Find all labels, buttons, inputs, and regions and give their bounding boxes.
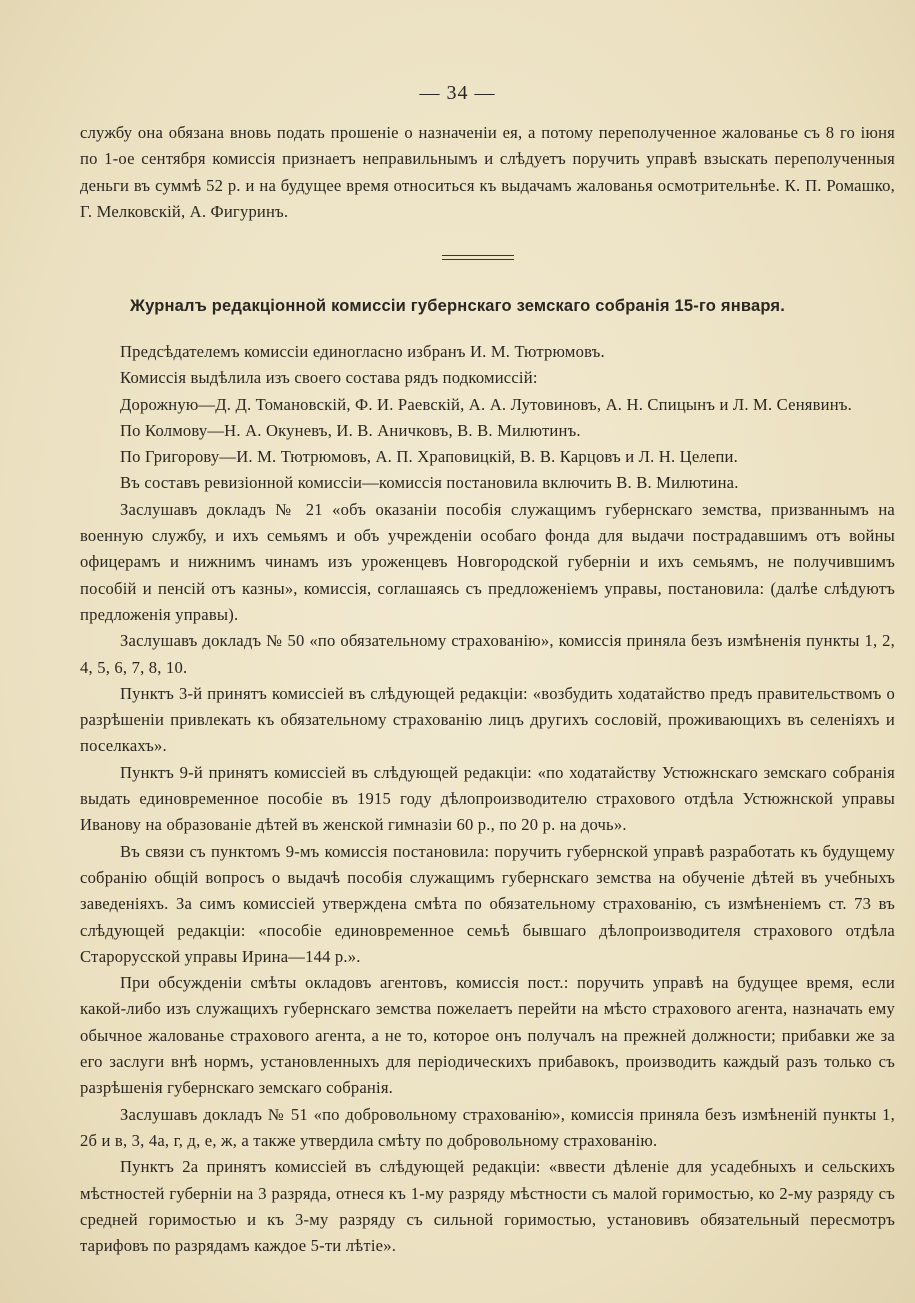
section-divider	[442, 255, 514, 260]
paragraph: Заслушавъ докладъ № 50 «по обязательному страхованію», комиссія приняла безъ измѣненія пункты 1, 2, 4, 5, 6, 7, 8, 10.	[80, 631, 895, 677]
paragraph: Пунктъ 2а принятъ комиссіей въ слѣдующей редакціи: «ввести дѣленіе для усадебныхъ и сельскихъ мѣстностей губерніи на 3 разряда, отнеся къ 1-му разряду мѣстности съ малой горимостью, ко 2-му разряду съ средней горимостью и къ 3-му разряду съ сильной горимостью, установивъ обязательный пересмотръ тарифовъ по разрядамъ каждое 5-ти лѣтіе».	[80, 1157, 895, 1256]
continued-paragraph: службу она обязана вновь подать прошеніе о назначеніи ея, а потому переполученное жалованье съ 8 го іюня по 1-ое сентября комиссія признаетъ неправильнымъ и слѣдуетъ поручить управѣ взыскать переполученныя деньги въ суммѣ 52 р. и на будущее время относиться къ выдачамъ жалованья осмотрительнѣе. К. П. Ромашко, Г. Мелковскій, А. Фигуринъ.	[80, 123, 895, 221]
page-number: — 34 —	[419, 82, 496, 104]
paragraph: Комиссія выдѣлила изъ своего состава рядъ подкомиссій:	[120, 368, 538, 388]
paragraph: По Григорову—И. М. Тютрюмовъ, А. П. Храповицкій, В. В. Карцовъ и Л. Н. Целепи.	[120, 447, 738, 467]
paragraph: Въ составъ ревизіонной комиссіи—комиссія постановила включить В. В. Милютина.	[120, 473, 739, 493]
paragraph: При обсужденіи смѣты окладовъ агентовъ, комиссія пост.: поручить управѣ на будущее время, если какой-либо изъ служащихъ губернскаго земства пожелаетъ перейти на мѣсто страхового агента, назначать ему обычное жалованье страхового агента, а не то, которое онъ получалъ на прежней должности; прибавки же за его заслуги внѣ нормъ, установленныхъ для періодическихъ прибавокъ, производить каждый разъ только съ разрѣшенія губернскаго земскаго собранія.	[80, 973, 895, 1098]
paragraph: Предсѣдателемъ комиссіи единогласно избранъ И. М. Тютрюмовъ.	[120, 342, 605, 361]
paragraph: Дорожную—Д. Д. Томановскій, Ф. И. Раевскій, А. А. Лутовиновъ, А. Н. Спицынъ и Л. М. Сенявинъ.	[120, 394, 852, 414]
paragraph: Пунктъ 3-й принятъ комиссіей въ слѣдующей редакціи: «возбудить ходатайство предъ правительствомъ о разрѣшеніи привлекать къ обязательному страхованію лицъ другихъ сословій, проживающихъ въ селеніяхъ и поселкахъ».	[80, 683, 895, 756]
paragraph: Заслушавъ докладъ № 51 «по добровольному страхованію», комиссія приняла безъ измѣненій пункты 1, 2б и в, 3, 4а, г, д, е, ж, а также утвердила смѣту по добровольному страхованію.	[80, 1104, 895, 1150]
paragraph: Пунктъ 9-й принятъ комиссіей въ слѣдующей редакціи: «по ходатайству Устюжнскаго земскаго собранія выдать единовременное пособіе въ 1915 году дѣлопроизводителю страхового отдѣла Устюжнской управы Иванову на образованіе дѣтей въ женской гимназіи 60 р., по 20 р. на дочь».	[80, 762, 895, 835]
journal-body	[80, 339, 895, 1259]
paragraph: Заслушавъ докладъ № 21 «объ оказаніи пособія служащимъ губернскаго земства, призваннымъ на военную службу, и ихъ семьямъ и объ учрежденіи особаго фонда для выдачи пострадавшимъ отъ войны офицерамъ и нижнимъ чинамъ изъ уроженцевъ Новгородской губерніи и ихъ семьямъ, не получившимъ пособій и пенсій отъ казны», комиссія, соглашаясь съ предложеніемъ управы, постановила: (далѣе слѣдуютъ предложенія управы).	[80, 499, 895, 624]
paragraph: По Колмову—Н. А. Окуневъ, И. В. Аничковъ, В. В. Милютинъ.	[120, 420, 581, 440]
paragraph: Въ связи съ пунктомъ 9-мъ комиссія постановила: поручить губернской управѣ разработать къ будущему собранію общій вопросъ о выдачѣ пособія служащимъ губернскаго земства на обученіе дѣтей въ учебныхъ заведеніяхъ. За симъ комиссіей утверждена смѣта по обязательному страхованію, съ измѣненіемъ ст. 73 въ слѣдующей редакціи: «пособіе единовременное семьѣ бывшаго дѣлопроизводителя страхового отдѣла Старорусской управы Ирина—144 р.».	[80, 841, 895, 966]
section-heading: Журналъ редакціонной комиссіи губернскаго земскаго собранія 15-го января.	[129, 297, 786, 315]
continued-paragraph-block	[80, 120, 895, 225]
